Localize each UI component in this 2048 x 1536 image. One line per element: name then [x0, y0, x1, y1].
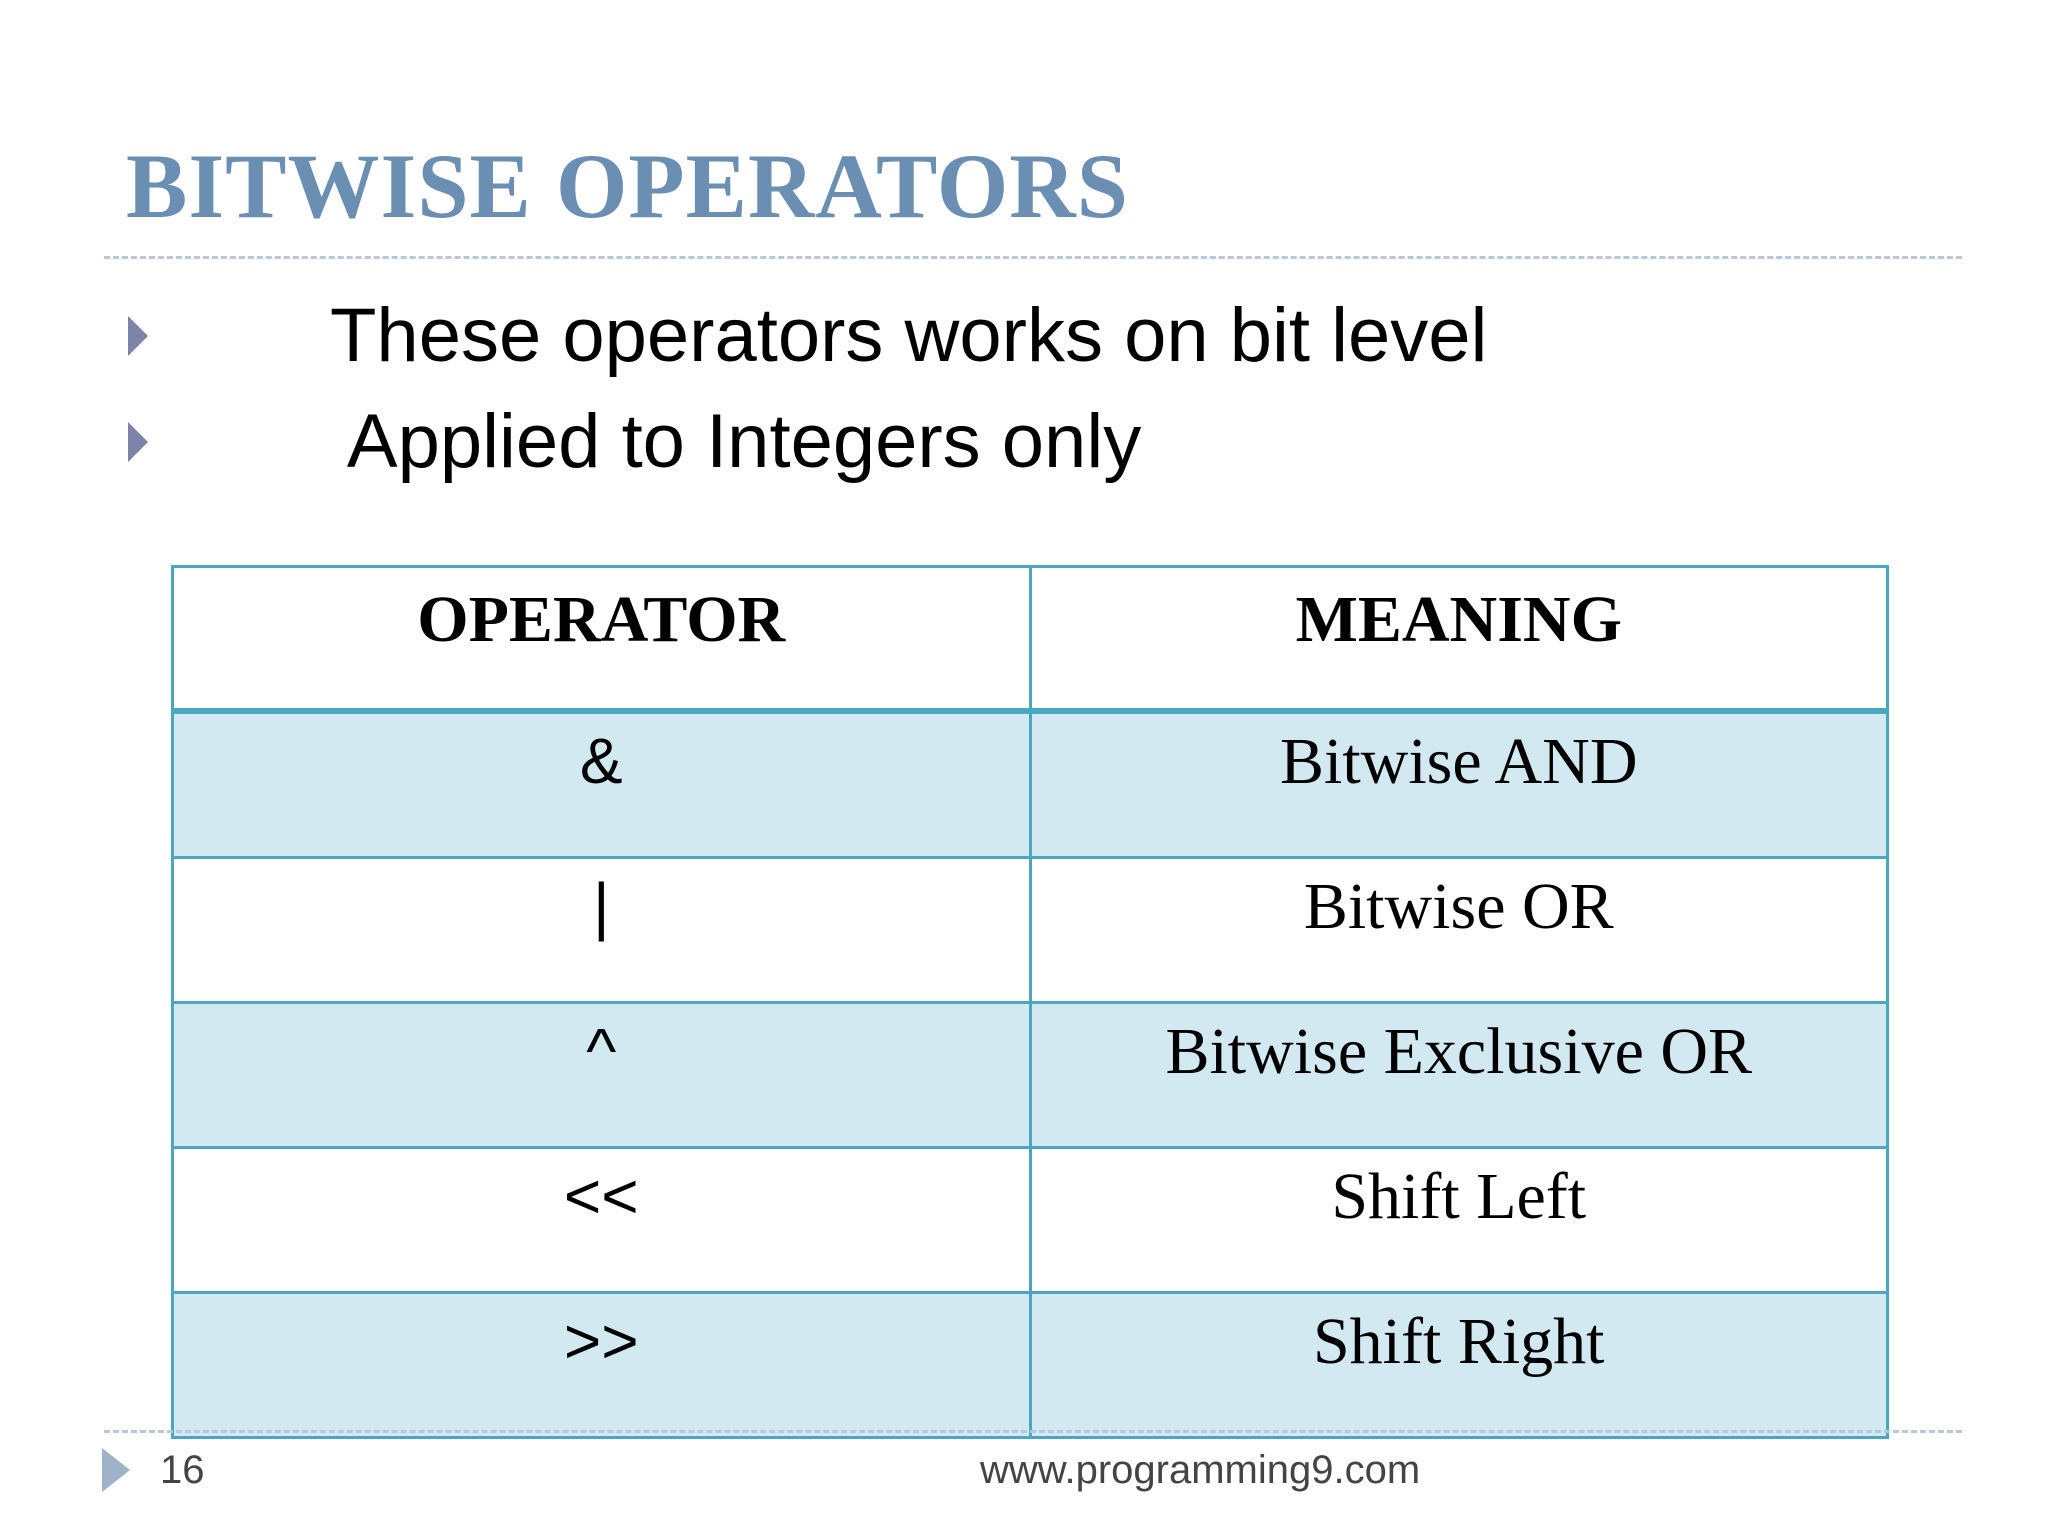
footer-arrow-icon [102, 1448, 130, 1492]
table-row [173, 858, 1888, 1003]
meaning-cell: Shift Right [1030, 1293, 1888, 1438]
meaning-cell: Bitwise AND [1030, 711, 1888, 858]
operator-cell: ^ [173, 1003, 1031, 1148]
meaning-cell: Bitwise Exclusive OR [1030, 1003, 1888, 1148]
bullet-text: Applied to Integers only [330, 399, 1142, 484]
meaning-cell: Bitwise OR [1030, 858, 1888, 1003]
table-row [173, 1293, 1888, 1438]
bullet-arrow-icon [128, 316, 148, 356]
operator-cell: | [173, 858, 1031, 1003]
table-row [173, 1148, 1888, 1293]
table-row [173, 1003, 1888, 1148]
column-header-operator: OPERATOR [173, 567, 1031, 712]
operator-cell: & [173, 711, 1031, 858]
bullet-text: These operators works on bit level [330, 293, 1488, 378]
operators-table [171, 565, 1889, 1439]
bullet-item [128, 402, 148, 482]
page-number: 16 [160, 1448, 205, 1492]
operator-cell: >> [173, 1293, 1031, 1438]
slide-title: BITWISE OPERATORS [126, 135, 1129, 237]
title-divider [104, 256, 1962, 259]
table-row [173, 711, 1888, 858]
column-header-meaning: MEANING [1030, 567, 1888, 712]
table-header-row [173, 567, 1888, 712]
website-footer: www.programming9.com [980, 1448, 1421, 1492]
bullet-arrow-icon [128, 422, 148, 462]
operator-cell: << [173, 1148, 1031, 1293]
meaning-cell: Shift Left [1030, 1148, 1888, 1293]
bullet-item [128, 296, 148, 376]
footer-divider [104, 1430, 1962, 1433]
